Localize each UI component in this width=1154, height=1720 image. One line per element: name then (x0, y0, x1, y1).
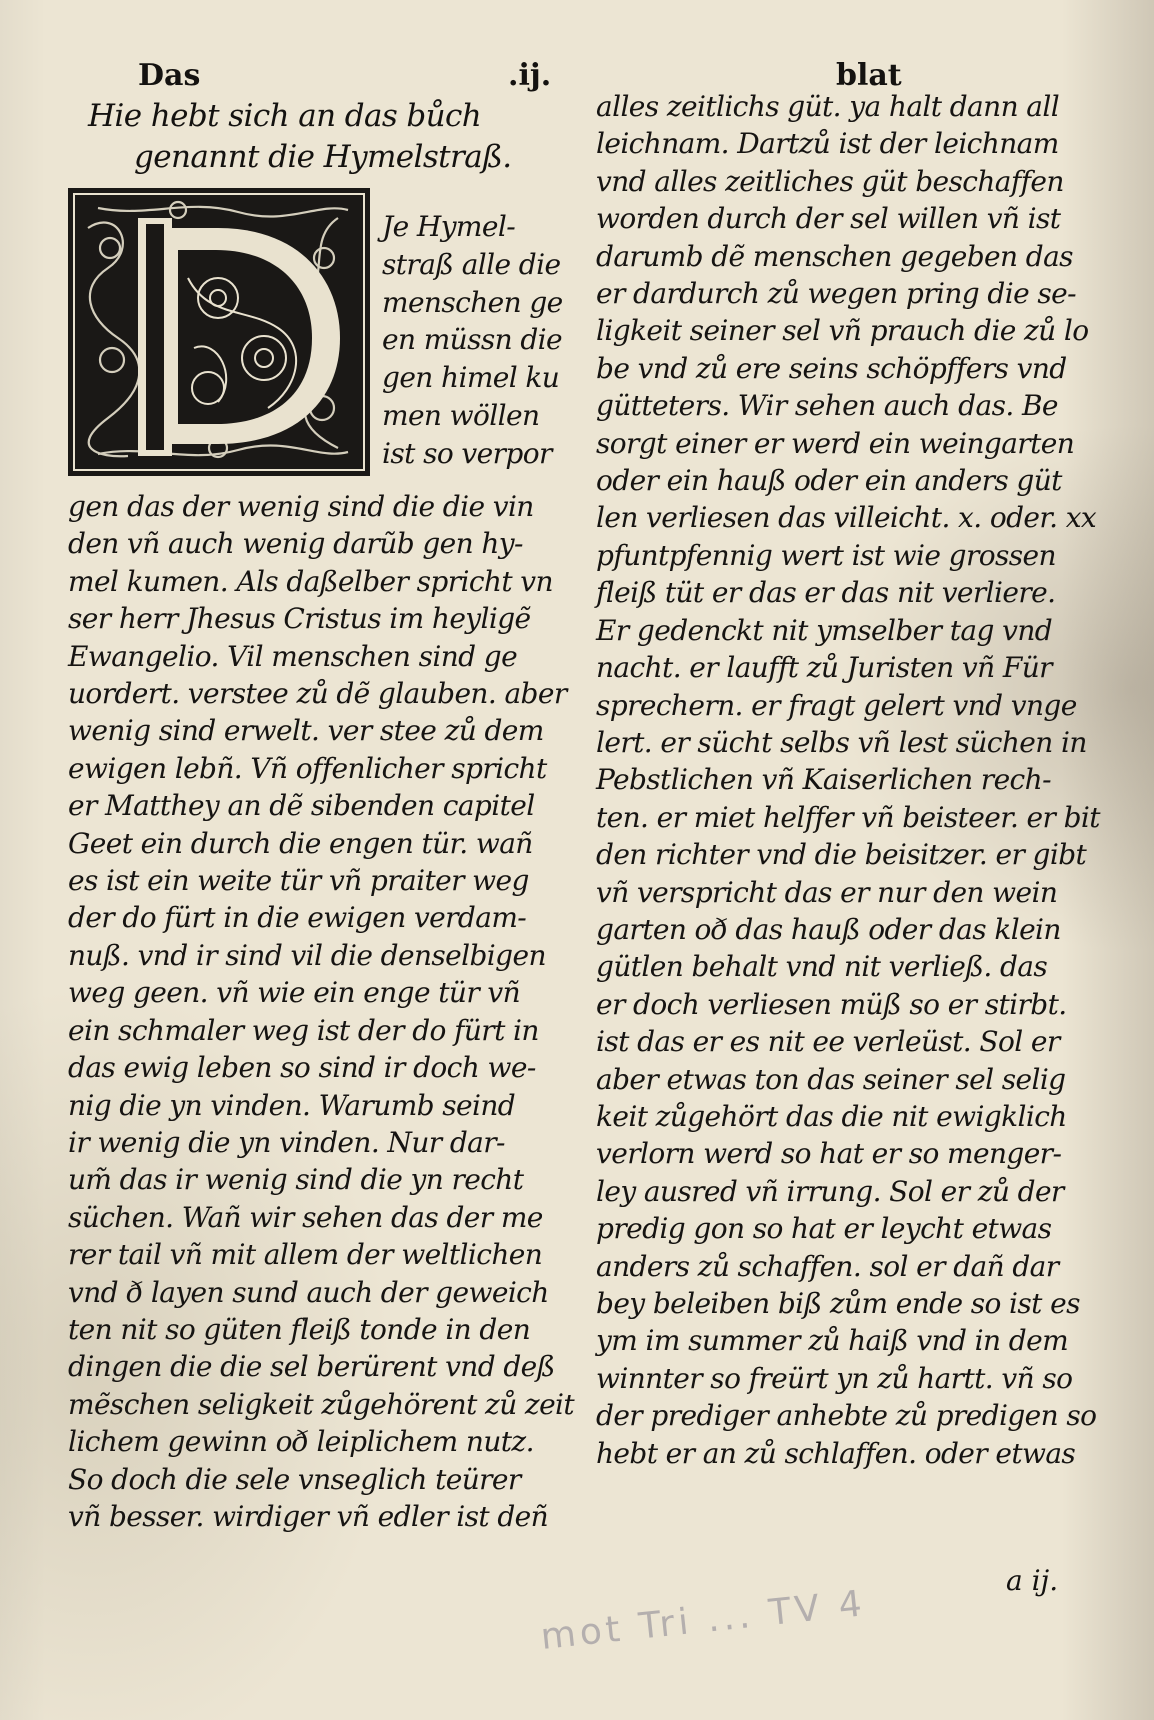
running-head-right: blat (836, 58, 902, 93)
text-line: vñ besser. wirdiger vñ edler ist deñ (68, 1499, 549, 1533)
text-line: ten. er miet helffer vñ beisteer. er bit (596, 800, 1100, 834)
text-line: den richter vnd die beisitzer. er gibt (596, 838, 1087, 872)
text-line: ewigen lebñ. Vñ offenlicher spricht (68, 751, 547, 785)
text-line: vnd ð layen sund auch der geweich (68, 1275, 549, 1309)
text-line: Er gedenckt nit ymselber tag vnd (596, 613, 1053, 647)
text-line: en müssn die (382, 323, 563, 357)
text-line: pfuntpfennig wert ist wie grossen (596, 538, 1056, 572)
text-line: uordert. verstee zů dẽ glauben. aber (68, 677, 567, 711)
text-line: er doch verliesen müß so er stirbt. (596, 987, 1067, 1021)
text-line: weg geen. vñ wie ein enge tür vñ (68, 976, 521, 1010)
signature-mark: a ij. (1006, 1564, 1059, 1597)
text-line: So doch die sele vnseglich teürer (68, 1462, 521, 1496)
text-line: oder ein hauß oder ein anders güt (596, 464, 1062, 498)
text-line: darumb dẽ menschen gegeben das (596, 239, 1073, 273)
text-line: leichnam. Dartzů ist der leichnam (596, 127, 1059, 161)
text-line: aber etwas ton das seiner sel selig (596, 1062, 1066, 1096)
text-line: ein schmaler weg ist der do fürt in (68, 1013, 539, 1047)
text-line: gütteters. Wir sehen auch das. Be (596, 389, 1058, 423)
text-line: nacht. er laufft zů Juristen vñ Für (596, 651, 1052, 685)
text-line: gütlen behalt vnd nit verließ. das (596, 950, 1048, 984)
text-line: fleiß tüt er das er das nit verliere. (596, 576, 1056, 610)
text-line: alles zeitlichs güt. ya halt dann all (596, 90, 1060, 123)
text-line: men wöllen (382, 398, 540, 432)
text-line: straß alle die (382, 247, 561, 281)
text-line: um̃ das ir wenig sind die yn recht (68, 1163, 524, 1197)
text-line: Ewangelio. Vil menschen sind ge (68, 639, 518, 673)
decorated-initial-d (68, 188, 370, 476)
text-line: ir wenig die yn vinden. Nur dar- (68, 1125, 505, 1159)
text-line: worden durch der sel willen vñ ist (596, 202, 1061, 236)
title-line-1: Hie hebt sich an das bůch (88, 98, 482, 134)
text-line: anders zů schaffen. sol er dañ dar (596, 1249, 1059, 1283)
text-line: Je Hymel- (382, 210, 516, 243)
text-line: der prediger anhebte zů predigen so (596, 1399, 1097, 1433)
svg-text:D: D (218, 473, 220, 475)
text-line: wenig sind erwelt. ver stee zů dem (68, 714, 544, 748)
right-column-body (596, 88, 1100, 1472)
text-line: ten nit so güten fleiß tonde in den (68, 1312, 531, 1346)
text-line: er Matthey an dẽ sibenden capitel (68, 789, 535, 823)
running-head-left: Das (138, 58, 201, 93)
text-line: vñ verspricht das er nur den wein (596, 875, 1058, 909)
indented-text-block (382, 208, 563, 473)
folio-signature: .ij. (508, 58, 552, 93)
text-line: lichem gewinn oð leiplichem nutz. (68, 1425, 534, 1459)
text-line: ser herr Jhesus Cristus im heyligẽ (68, 602, 531, 636)
text-line: nig die yn vinden. Warumb seind (68, 1088, 516, 1122)
text-line: predig gon so hat er leycht etwas (596, 1212, 1052, 1246)
text-line: süchen. Wañ wir sehen das der me (68, 1200, 543, 1234)
left-column-body (68, 488, 574, 1535)
text-line: ist so verpor (382, 436, 552, 470)
text-line: gen das der wenig sind die die vin (68, 490, 534, 523)
text-line: ley ausred vñ irrung. Sol er zů der (596, 1174, 1064, 1208)
text-line: er dardurch zů wegen pring die se- (596, 277, 1076, 311)
text-line: Geet ein durch die engen tür. wañ (68, 826, 533, 860)
text-line: garten oð das hauß oder das klein (596, 912, 1061, 946)
handwritten-note: mot Tri ... TV 4 (538, 1583, 868, 1658)
text-line: den vñ auch wenig darũb gen hy- (68, 527, 523, 561)
text-line: sorgt einer er werd ein weingarten (596, 426, 1075, 460)
text-line: mẽschen seligkeit zůgehörent zů zeit (68, 1387, 575, 1421)
text-line: ist das er es nit ee verleüst. Sol er (596, 1025, 1060, 1059)
text-line: len verliesen das villeicht. x. oder. xx (596, 501, 1097, 535)
text-line: bey beleiben biß zům ende so ist es (596, 1287, 1080, 1320)
text-line: verlorn werd so hat er so menger- (596, 1137, 1062, 1171)
text-line: mel kumen. Als daßelber spricht vn (68, 564, 553, 598)
text-line: be vnd zů ere seins schöpffers vnd (596, 351, 1067, 385)
text-line: gen himel ku (382, 361, 560, 395)
text-line: der do fürt in die ewigen verdam- (68, 901, 527, 935)
text-line: hebt er an zů schlaffen. oder etwas (596, 1436, 1076, 1470)
text-line: ligkeit seiner sel vñ prauch die zů lo (596, 314, 1089, 348)
text-line: das ewig leben so sind ir doch we- (68, 1051, 536, 1085)
text-line: rer tail vñ mit allem der weltlichen (68, 1238, 543, 1272)
text-line: menschen ge (382, 285, 563, 319)
text-line: keit zůgehört das die nit ewigklich (596, 1099, 1067, 1133)
text-line: winnter so freürt yn zů hartt. vñ so (596, 1361, 1073, 1395)
text-line: nuß. vnd ir sind vil die denselbigen (68, 938, 546, 972)
chapter-title (88, 96, 528, 178)
title-line-2: genannt die Hymelstraß. (134, 139, 512, 175)
text-line: vnd alles zeitliches güt beschaffen (596, 164, 1064, 198)
text-line: ym im summer zů haiß vnd in dem (596, 1324, 1069, 1358)
text-line: es ist ein weite tür vñ praiter weg (68, 864, 529, 898)
text-line: sprechern. er fragt gelert vnd vnge (596, 688, 1077, 722)
text-line: lert. er sücht selbs vñ lest süchen in (596, 725, 1087, 759)
text-line: Pebstlichen vñ Kaiserlichen rech- (596, 763, 1051, 797)
text-line: dingen die die sel berürent vnd deß (68, 1350, 555, 1384)
